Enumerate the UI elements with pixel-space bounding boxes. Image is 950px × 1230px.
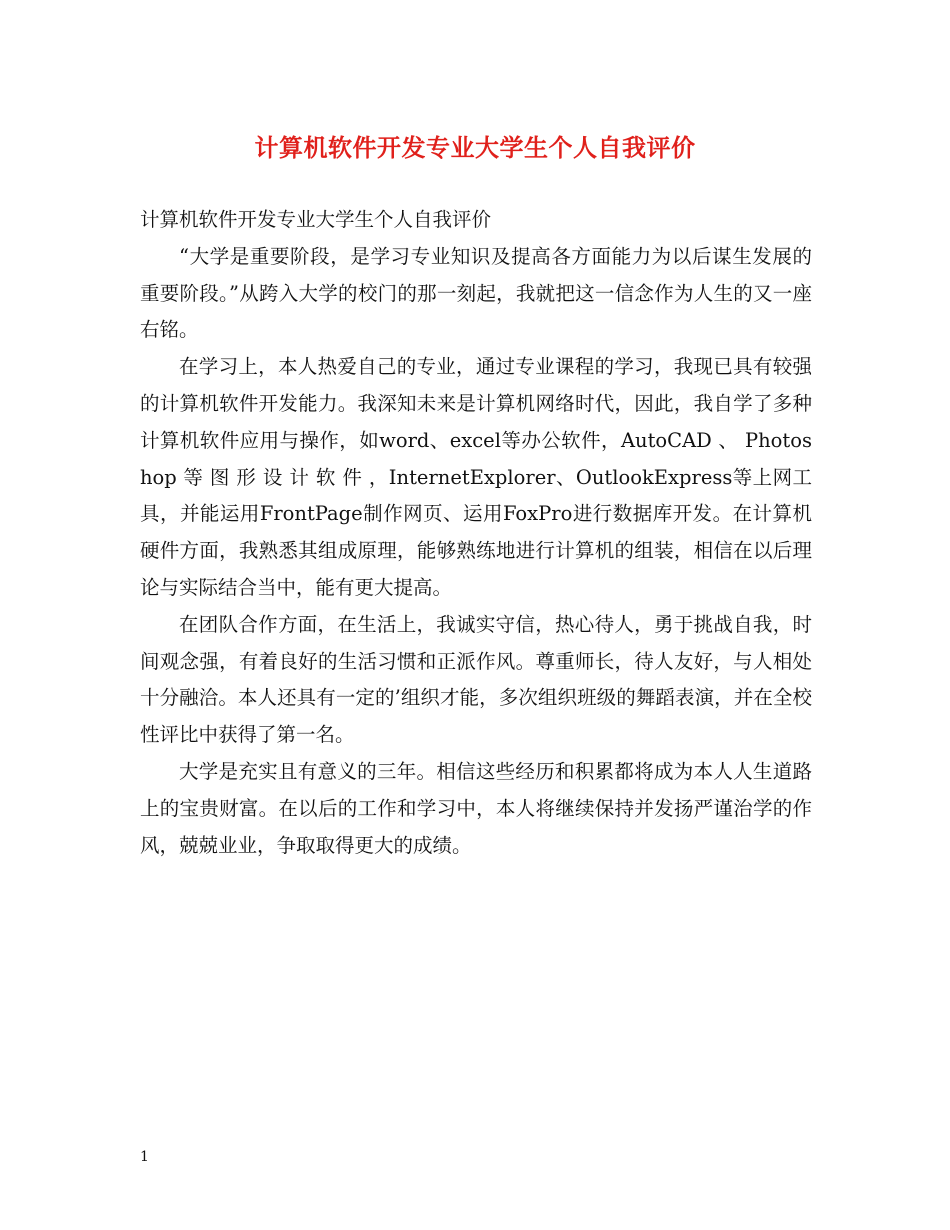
document-subheading: 计算机软件开发专业大学生个人自我评价 xyxy=(140,208,492,231)
document-title: 计算机软件开发专业大学生个人自我评价 xyxy=(254,134,696,162)
paragraph-study: 在学习上，本人热爱自己的专业，通过专业课程的学习，我现已具有较强的计算机软件开发能力。我深知未来是计算机网络时代，因此，我自学了多种计算机软件应用与操作，如word、excel等办公软件，AutoCAD 、 Photoshop 等 图 形 设 计 软 件 ，InternetExplorer、OutlookExpress等上网工具，并能运用FrontPage制作网页、运用FoxPro进行数据库开发。在计算机硬件方面，我熟悉其组成原理，能够熟练地进行计算机的组装，相信在以后理论与实际结合当中，能有更大提高。 xyxy=(140,355,812,599)
page-number: 1 xyxy=(140,1149,149,1165)
paragraph-teamwork: 在团队合作方面，在生活上，我诚实守信，热心待人，勇于挑战自我，时间观念强，有着良好的生活习惯和正派作风。尊重师长，待人友好，与人相处十分融洽。本人还具有一定的’组织才能，多次组织班级的舞蹈表演，并在全校性评比中获得了第一名。 xyxy=(140,612,812,747)
paragraph-conclusion: 大学是充实且有意义的三年。相信这些经历和积累都将成为本人人生道路上的宝贵财富。在以后的工作和学习中，本人将继续保持并发扬严谨治学的作风，兢兢业业，争取取得更大的成绩。 xyxy=(140,759,812,857)
document-body xyxy=(140,202,812,864)
paragraph-motto: “大学是重要阶段，是学习专业知识及提高各方面能力为以后谋生发展的重要阶段。”从跨入大学的校门的那一刻起，我就把这一信念作为人生的又一座右铭。 xyxy=(140,244,812,342)
